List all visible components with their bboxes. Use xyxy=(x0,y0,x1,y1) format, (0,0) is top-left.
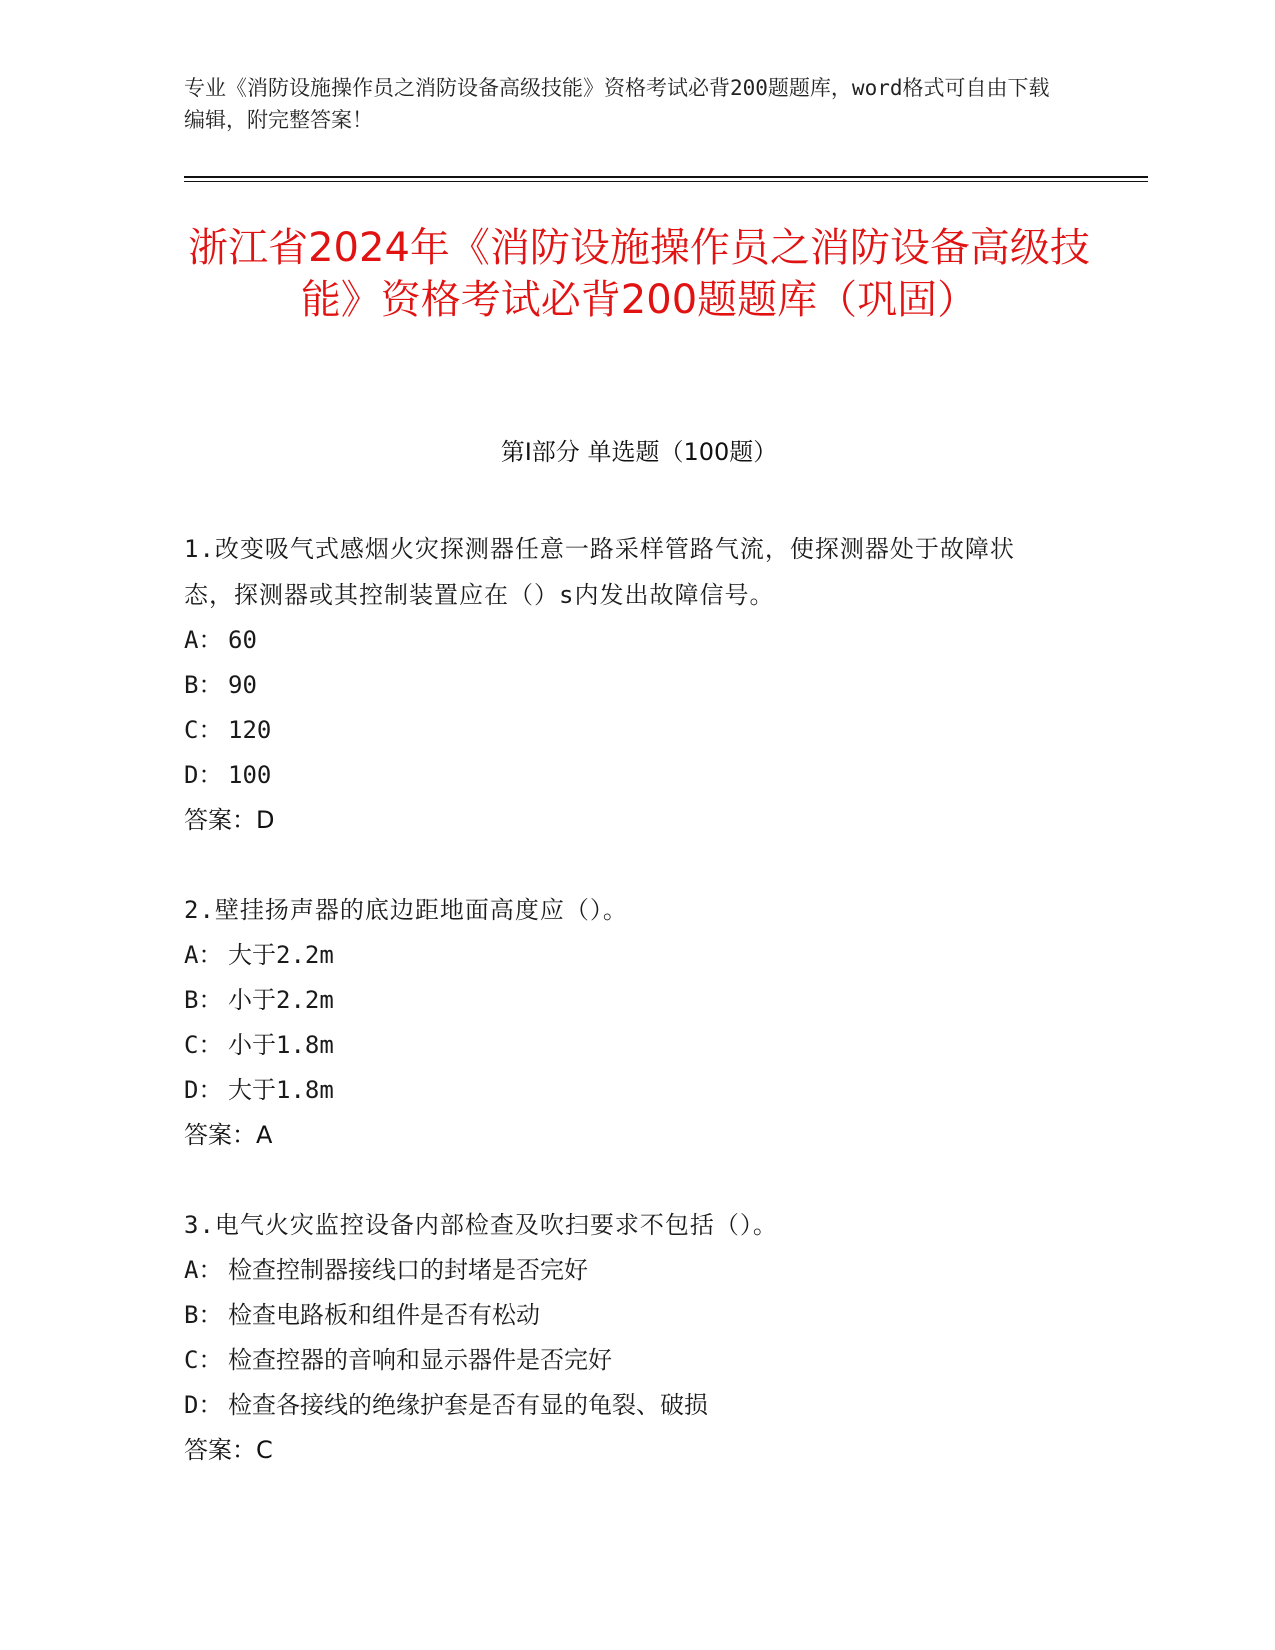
option-letter: D： xyxy=(184,1391,223,1419)
option-letter: D： xyxy=(184,761,223,789)
option-text: 检查控制器接线口的封堵是否完好 xyxy=(228,1256,588,1284)
option-text: 检查各接线的绝缘护套是否有显的龟裂、破损 xyxy=(228,1391,708,1419)
answer-line: 答案：C xyxy=(184,1436,273,1464)
option-letter: A： xyxy=(184,626,223,654)
option-letter: C： xyxy=(184,1346,223,1374)
option-b xyxy=(184,663,1064,708)
option-text: 60 xyxy=(228,626,257,654)
option-text: 100 xyxy=(228,761,272,789)
option-text: 检查控器的音响和显示器件是否完好 xyxy=(228,1346,612,1374)
question-stem: 2.壁挂扬声器的底边距地面高度应（）。 xyxy=(184,896,628,924)
option-a xyxy=(184,1248,1064,1293)
option-text: 大于1.8m xyxy=(228,1076,334,1104)
option-c xyxy=(184,1338,1064,1383)
option-letter: A： xyxy=(184,941,223,969)
option-text: 120 xyxy=(228,716,272,744)
document-title: 浙江省2024年《消防设施操作员之消防设备高级技能》资格考试必背200题题库（巩固） xyxy=(188,225,1090,323)
option-d xyxy=(184,1068,1064,1113)
option-text: 小于1.8m xyxy=(228,1031,334,1059)
option-text: 大于2.2m xyxy=(228,941,334,969)
option-text: 小于2.2m xyxy=(228,986,334,1014)
question-list xyxy=(184,526,1064,1517)
question-item xyxy=(184,1202,1064,1473)
option-b xyxy=(184,1293,1064,1338)
question-item xyxy=(184,887,1064,1158)
option-letter: B： xyxy=(184,1301,223,1329)
option-c xyxy=(184,708,1064,753)
option-letter: B： xyxy=(184,671,223,699)
option-b xyxy=(184,978,1064,1023)
option-letter: C： xyxy=(184,716,223,744)
question-stem: 1.改变吸气式感烟火灾探测器任意一路采样管路气流，使探测器处于故障状态，探测器或其控制装置应在（）s内发出故障信号。 xyxy=(184,535,1015,609)
option-text: 检查电路板和组件是否有松动 xyxy=(228,1301,540,1329)
option-letter: A： xyxy=(184,1256,223,1284)
question-item xyxy=(184,526,1064,843)
option-c xyxy=(184,1023,1064,1068)
header-note: 专业《消防设施操作员之消防设备高级技能》资格考试必背200题题库，word格式可自由下载编辑，附完整答案！ xyxy=(184,76,1050,132)
option-a xyxy=(184,618,1064,663)
option-d xyxy=(184,1383,1064,1428)
option-letter: C： xyxy=(184,1031,223,1059)
option-a xyxy=(184,933,1064,978)
question-stem: 3.电气火灾监控设备内部检查及吹扫要求不包括（）。 xyxy=(184,1211,778,1239)
option-letter: D： xyxy=(184,1076,223,1104)
section-heading: 第I部分 单选题（100题） xyxy=(500,438,778,466)
answer-line: 答案：D xyxy=(184,806,275,834)
header-divider-thick xyxy=(184,176,1148,178)
option-d xyxy=(184,753,1064,798)
option-letter: B： xyxy=(184,986,223,1014)
option-text: 90 xyxy=(228,671,257,699)
header-divider-thin xyxy=(184,181,1148,182)
answer-line: 答案：A xyxy=(184,1121,273,1149)
